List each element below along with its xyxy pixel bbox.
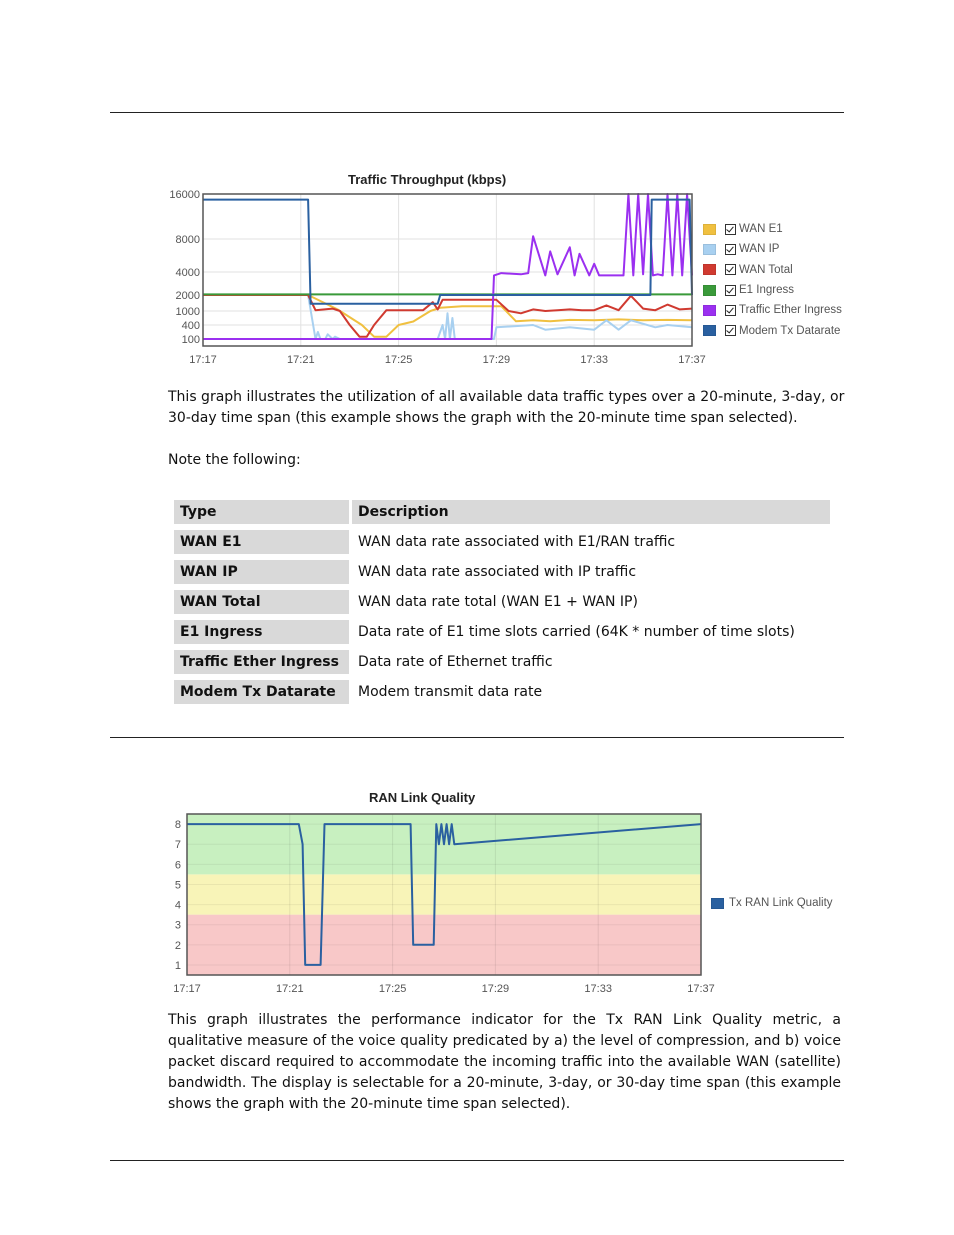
legend-swatch (711, 898, 724, 909)
table-row (174, 590, 830, 614)
table-row (174, 560, 830, 584)
checkbox-icon[interactable] (725, 285, 736, 296)
chart2-legend (711, 893, 833, 913)
y-tick-label: 4000 (175, 267, 200, 279)
table-row (174, 680, 830, 704)
checkbox-icon[interactable] (725, 325, 736, 336)
legend-label: Traffic Ether Ingress (739, 304, 842, 317)
table-cell-description: WAN data rate total (WAN E1 + WAN IP) (352, 590, 830, 614)
table-row (174, 620, 830, 644)
paragraph-ran-description: This graph illustrates the performance indicator for the Tx RAN Link Quality metric, a qualitative measure of the voice quality predicated by a) the level of compression, and b) voice packet discard required to accommodate the incoming traffic into the available WAN (satellite) bandwidth. The display is selectable for a 20-minute, 3-day, or 30-day time span (this example shows the graph with the 20-minute time span selected). (168, 1012, 841, 1112)
bottom-rule (110, 1160, 844, 1161)
legend-swatch (703, 325, 716, 336)
table-cell-description: Data rate of Ethernet traffic (352, 650, 830, 674)
table-header-type: Type (174, 500, 349, 524)
x-tick-label: 17:33 (580, 354, 608, 366)
legend-item-wan-ip[interactable] (703, 239, 842, 259)
legend-label: WAN IP (739, 243, 780, 256)
x-tick-label: 17:37 (687, 983, 715, 995)
legend-label: WAN Total (739, 263, 793, 276)
x-tick-label: 17:37 (678, 354, 706, 366)
table-cell-description: WAN data rate associated with E1/RAN traffic (352, 530, 830, 554)
y-tick-label: 7 (174, 839, 181, 852)
paragraph-traffic-description: This graph illustrates the utilization of all available data traffic types over a 20-minute, 3-day, or 30-day time span (this example shows the graph with the 20-minute time span selected). (168, 389, 845, 426)
table-cell-type: WAN IP (174, 560, 349, 584)
checkbox-icon[interactable] (725, 224, 736, 235)
table-cell-type: Traffic Ether Ingress (174, 650, 349, 674)
x-tick-label: 17:21 (276, 983, 304, 995)
checkbox-icon[interactable] (725, 305, 736, 316)
x-tick-label: 17:21 (287, 354, 315, 366)
x-tick-label: 17:29 (481, 983, 510, 995)
legend-swatch (703, 305, 716, 316)
table-cell-type: WAN Total (174, 590, 349, 614)
x-tick-label: 17:33 (584, 983, 612, 995)
middle-rule (110, 737, 844, 738)
y-tick-label: 100 (181, 334, 200, 346)
y-tick-label: 8 (174, 819, 181, 832)
table-header-description: Description (352, 500, 830, 524)
y-tick-label: 16000 (169, 189, 200, 201)
checkbox-icon[interactable] (725, 264, 736, 275)
y-tick-label: 3 (174, 919, 181, 932)
legend-label: WAN E1 (739, 223, 783, 236)
y-tick-label: 400 (181, 320, 200, 332)
table-row (174, 530, 830, 554)
chart1-title: Traffic Throughput (kbps) (348, 172, 507, 187)
table-cell-type: E1 Ingress (174, 620, 349, 644)
legend-item-traffic-ether-ingress[interactable] (703, 300, 842, 320)
x-tick-label: 17:25 (384, 354, 413, 366)
chart1-legend (703, 219, 842, 341)
legend-swatch (703, 285, 716, 296)
x-tick-label: 17:17 (173, 983, 201, 995)
y-tick-label: 8000 (175, 234, 200, 246)
table-cell-description: Modem transmit data rate (352, 680, 830, 704)
legend-label: Tx RAN Link Quality (729, 897, 833, 910)
y-tick-label: 1 (174, 959, 181, 972)
y-tick-label: 4 (174, 899, 181, 912)
legend-swatch (703, 264, 716, 275)
y-tick-label: 2000 (175, 290, 200, 302)
x-tick-label: 17:29 (482, 354, 511, 366)
x-tick-label: 17:25 (378, 983, 407, 995)
legend-label: Modem Tx Datarate (739, 324, 841, 337)
x-tick-label: 17:17 (189, 354, 217, 366)
legend-item-wan-e1[interactable] (703, 219, 842, 239)
paragraph-note: Note the following: (168, 452, 301, 468)
table-header-row (174, 500, 830, 524)
table-cell-description: Data rate of E1 time slots carried (64K * number of time slots) (352, 620, 830, 644)
legend-swatch (703, 224, 716, 235)
legend-item-e1-ingress[interactable] (703, 280, 842, 300)
checkbox-icon[interactable] (725, 244, 736, 255)
types-table (171, 494, 833, 710)
legend-swatch (703, 244, 716, 255)
table-cell-type: WAN E1 (174, 530, 349, 554)
legend-label: E1 Ingress (739, 284, 794, 297)
quality-band (187, 874, 701, 914)
y-tick-label: 2 (174, 939, 181, 952)
table-cell-description: WAN data rate associated with IP traffic (352, 560, 830, 584)
y-tick-label: 1000 (175, 306, 200, 318)
legend-item-tx-ran-link-quality[interactable] (711, 893, 833, 913)
table-cell-type: Modem Tx Datarate (174, 680, 349, 704)
legend-item-wan-total[interactable] (703, 260, 842, 280)
y-tick-label: 6 (174, 859, 181, 872)
y-tick-label: 5 (174, 879, 181, 892)
chart2-title: RAN Link Quality (369, 790, 476, 805)
table-row (174, 650, 830, 674)
legend-item-modem-tx-datarate[interactable] (703, 320, 842, 340)
